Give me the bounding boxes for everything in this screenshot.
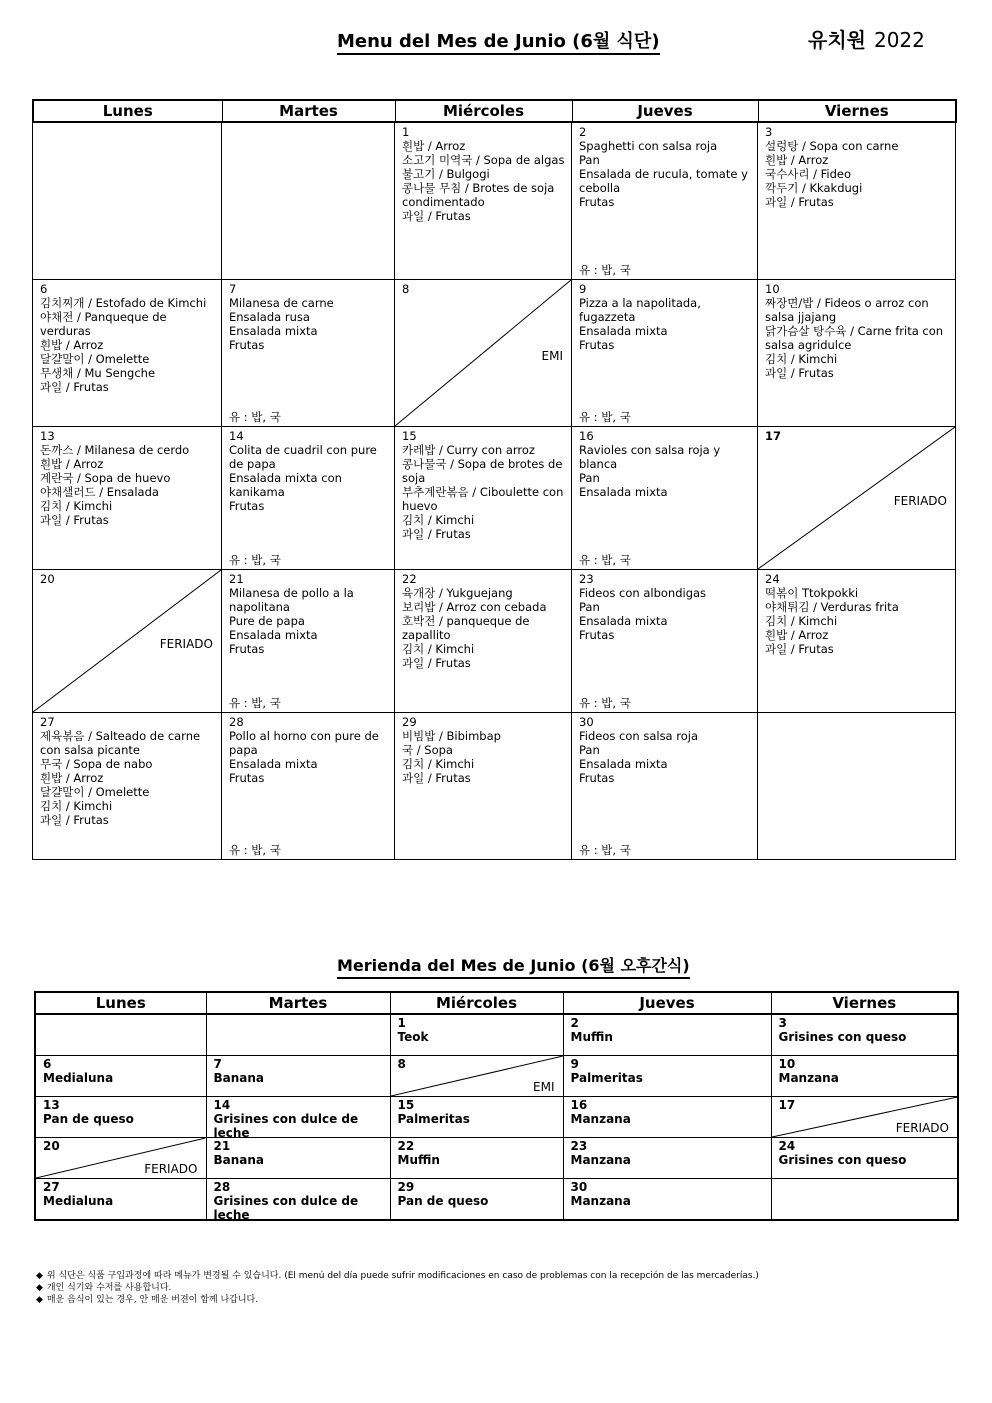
day-number: 15 — [397, 1098, 415, 1112]
day-number: 9 — [579, 282, 587, 296]
menu-day-cell — [572, 123, 758, 280]
menu-day-cell — [572, 280, 758, 427]
footer-note-text: 매운 음식이 있는 경우, 안 매운 버젼이 함께 나갑니다. — [46, 1295, 259, 1305]
menu-dish: 과일 / Frutas — [765, 642, 834, 656]
day-number: 20 — [40, 572, 55, 586]
snack-item: Manzana — [570, 1112, 631, 1126]
menu-day-cell — [395, 713, 572, 860]
menu-dish: Frutas — [229, 499, 265, 513]
menu-day-cell — [222, 713, 395, 860]
snack-day-cell — [206, 1056, 390, 1097]
snack-day-content — [571, 1098, 631, 1126]
snack-header-day: Lunes — [35, 992, 206, 1014]
menu-day-content — [40, 429, 217, 527]
day-number: 6 — [43, 1057, 52, 1071]
snack-day-cell — [771, 1097, 958, 1138]
menu-day-cell — [395, 427, 572, 570]
snack-day-content — [214, 1139, 265, 1167]
menu-dish: 김치 / Kimchi — [40, 799, 113, 813]
menu-dish: 콩나물 무침 / Brotes de soja condimentado — [402, 181, 555, 209]
snack-day-cell — [206, 1097, 390, 1138]
snack-day-cell — [771, 1014, 958, 1056]
menu-day-content — [402, 429, 567, 541]
snack-day-content — [571, 1057, 643, 1085]
snack-day-content — [43, 1057, 113, 1085]
snack-day-cell — [563, 1056, 771, 1097]
snack-day-cell — [35, 1097, 206, 1138]
snack-day-content — [398, 1057, 406, 1071]
menu-dish: Frutas — [229, 642, 265, 656]
snack-day-cell — [390, 1056, 563, 1097]
milk-note: 유 : 밥, 국 — [579, 843, 631, 857]
menu-dish: 과일 / Frutas — [765, 195, 834, 209]
footer-notes — [36, 1270, 759, 1306]
brand-name: 유치원 — [808, 28, 866, 52]
menu-day-content — [579, 715, 753, 785]
snack-header-day: Miércoles — [390, 992, 563, 1014]
day-number: 27 — [43, 1180, 60, 1194]
snack-day-content — [571, 1016, 613, 1044]
snack-item: Medialuna — [43, 1071, 114, 1085]
menu-dish: 설렁탕 / Sopa con carne — [765, 139, 899, 153]
snack-day-content — [214, 1057, 265, 1085]
menu-dish: Frutas — [229, 338, 265, 352]
day-status-note: FERIADO — [893, 494, 947, 508]
menu-day-cell — [572, 427, 758, 570]
menu-dish: 과일 / Frutas — [402, 527, 471, 541]
menu-dish: 흰밥 / Arroz — [765, 153, 829, 167]
snack-item: Medialuna — [43, 1194, 114, 1208]
snack-day-content — [43, 1139, 60, 1153]
day-status-note: EMI — [541, 349, 563, 363]
milk-note: 유 : 밥, 국 — [229, 696, 281, 710]
menu-dish: 닭가슴살 탕수육 / Carne frita con salsa agridulce — [765, 324, 944, 352]
snack-day-cell — [35, 1138, 206, 1179]
menu-dish: Pan — [579, 600, 600, 614]
snack-day-content — [779, 1139, 907, 1167]
menu-dish: 육개장 / Yukguejang — [402, 586, 513, 600]
snack-day-cell — [35, 1179, 206, 1221]
menu-week-row — [33, 570, 956, 713]
day-number: 14 — [213, 1098, 231, 1112]
menu-day-cell — [758, 123, 956, 280]
menu-day-cell — [33, 427, 222, 570]
day-number: 7 — [213, 1057, 222, 1071]
snack-day-cell — [563, 1179, 771, 1221]
snack-item: Grisines con queso — [778, 1153, 907, 1167]
menu-dish: 무생채 / Mu Sengche — [40, 366, 156, 380]
menu-day-cell — [222, 570, 395, 713]
day-number: 30 — [579, 715, 594, 729]
menu-dish: 과일 / Frutas — [40, 513, 109, 527]
milk-note: 유 : 밥, 국 — [579, 263, 631, 277]
menu-day-cell — [222, 427, 395, 570]
menu-dish: Ensalada mixta — [579, 324, 668, 338]
milk-note: 유 : 밥, 국 — [579, 410, 631, 424]
menu-dish: Colita de cuadril con pure de papa — [229, 443, 377, 471]
menu-dish: 과일 / Frutas — [402, 771, 471, 785]
menu-dish: 야채전 / Panqueque de verduras — [40, 310, 167, 338]
menu-day-cell — [395, 123, 572, 280]
snack-item: Muffin — [397, 1153, 440, 1167]
snack-day-cell — [390, 1179, 563, 1221]
menu-day-cell — [572, 713, 758, 860]
snack-title: Merienda del Mes de Junio (6월 오후간식) — [337, 955, 690, 979]
snack-week-row — [35, 1097, 958, 1138]
snack-day-content — [398, 1139, 440, 1167]
snack-day-content — [43, 1180, 113, 1208]
menu-dish: Spaghetti con salsa roja — [579, 139, 718, 153]
menu-dish: 과일 / Frutas — [765, 366, 834, 380]
menu-dish: Frutas — [579, 195, 615, 209]
menu-dish: 흰밥 / Arroz — [765, 628, 829, 642]
menu-day-cell — [395, 280, 572, 427]
menu-day-content — [579, 572, 753, 642]
day-status-note: FERIADO — [159, 637, 213, 651]
snack-day-cell — [206, 1138, 390, 1179]
day-number: 28 — [229, 715, 244, 729]
footer-note-text: 개인 식기와 수저를 사용합니다. — [46, 1283, 172, 1293]
menu-day-content — [765, 429, 951, 443]
menu-dish: Ensalada mixta — [579, 614, 668, 628]
menu-day-content — [402, 715, 567, 785]
day-status-note: FERIADO — [144, 1162, 198, 1176]
menu-day-content — [402, 125, 567, 223]
menu-dish: 계란국 / Sopa de huevo — [40, 471, 171, 485]
menu-dish: 김치 / Kimchi — [402, 757, 475, 771]
menu-dish: Fideos con albondigas — [579, 586, 707, 600]
menu-day-content — [765, 282, 951, 380]
day-number: 27 — [40, 715, 55, 729]
brand-year: 2022 — [873, 28, 925, 52]
menu-week-row — [33, 280, 956, 427]
menu-dish: 김치 / Kimchi — [765, 614, 838, 628]
menu-week-row — [33, 123, 956, 280]
snack-day-content — [779, 1098, 796, 1112]
menu-day-content — [229, 282, 390, 352]
day-number: 10 — [765, 282, 780, 296]
menu-dish: 짜장면/밥 / Fideos o arroz con salsa jjajang — [765, 296, 929, 324]
menu-dish: 불고기 / Bulgogi — [402, 167, 490, 181]
menu-dish: 과일 / Frutas — [40, 380, 109, 394]
day-number: 16 — [579, 429, 594, 443]
bullet-icon: ◆ — [36, 1271, 43, 1281]
snack-day-content — [214, 1098, 390, 1138]
menu-day-cell — [395, 570, 572, 713]
bullet-icon: ◆ — [36, 1295, 43, 1305]
menu-dish: Milanesa de pollo a la napolitana — [229, 586, 354, 614]
menu-dish: Pan — [579, 471, 600, 485]
menu-dish: 깍두기 / Kkakdugi — [765, 181, 863, 195]
menu-dish: 제육볶음 / Salteado de carne con salsa picante — [40, 729, 201, 757]
snack-item: Manzana — [570, 1153, 631, 1167]
day-number: 29 — [397, 1180, 415, 1194]
menu-dish: 과일 / Frutas — [40, 813, 109, 827]
day-number: 17 — [778, 1098, 796, 1112]
menu-day-content — [40, 572, 217, 586]
day-number: 22 — [397, 1139, 415, 1153]
menu-day-cell — [758, 280, 956, 427]
snack-day-content — [571, 1139, 631, 1167]
menu-dish: 김치 / Kimchi — [40, 499, 113, 513]
menu-day-cell — [758, 713, 956, 860]
day-number: 17 — [765, 429, 782, 443]
snack-item: Muffin — [570, 1030, 613, 1044]
day-number: 3 — [778, 1016, 787, 1030]
menu-dish: 김치 / Kimchi — [765, 352, 838, 366]
menu-dish: Fideos con salsa roja — [579, 729, 699, 743]
day-number: 24 — [778, 1139, 796, 1153]
snack-day-content — [571, 1180, 631, 1208]
menu-dish: 야채튀김 / Verduras frita — [765, 600, 899, 614]
menu-dish: 달걀말이 / Omelette — [40, 785, 150, 799]
snack-day-content — [43, 1098, 134, 1126]
snack-week-row — [35, 1138, 958, 1179]
snack-header-day: Martes — [206, 992, 390, 1014]
menu-dish: Pure de papa — [229, 614, 305, 628]
day-number: 21 — [229, 572, 244, 586]
menu-dish: 콩나물국 / Sopa de brotes de soja — [402, 457, 563, 485]
menu-dish: Ensalada rusa — [229, 310, 310, 324]
menu-week-row — [33, 713, 956, 860]
day-number: 21 — [213, 1139, 231, 1153]
menu-day-content — [765, 572, 951, 656]
snack-item: Palmeritas — [397, 1112, 470, 1126]
menu-dish: 달걀말이 / Omelette — [40, 352, 150, 366]
snack-week-row — [35, 1056, 958, 1097]
menu-dish: 과일 / Frutas — [402, 656, 471, 670]
menu-dish: Pizza a la napolitada, fugazzeta — [579, 296, 701, 324]
menu-title: Menu del Mes de Junio (6월 식단) — [337, 31, 660, 55]
snack-day-cell — [35, 1014, 206, 1056]
day-number: 13 — [43, 1098, 60, 1112]
menu-header-row — [32, 99, 957, 123]
menu-day-content — [402, 572, 567, 670]
menu-dish: Ensalada mixta — [229, 628, 318, 642]
menu-dish: Ensalada mixta — [229, 757, 318, 771]
menu-header-day: Lunes — [33, 100, 222, 122]
milk-note: 유 : 밥, 국 — [579, 696, 631, 710]
day-status-note: FERIADO — [895, 1121, 949, 1135]
menu-header-day: Miércoles — [395, 100, 572, 122]
menu-day-content — [579, 282, 753, 352]
menu-dish: Ravioles con salsa roja y blanca — [579, 443, 721, 471]
snack-day-cell — [563, 1097, 771, 1138]
snack-item: Manzana — [778, 1071, 839, 1085]
menu-dish: 야채샐러드 / Ensalada — [40, 485, 159, 499]
menu-dish: 흰밥 / Arroz — [40, 771, 104, 785]
menu-dish: Frutas — [579, 771, 615, 785]
menu-dish: 김치 / Kimchi — [402, 513, 475, 527]
menu-dish: Pollo al horno con pure de papa — [229, 729, 379, 757]
menu-dish: Ensalada mixta con kanikama — [229, 471, 342, 499]
footer-note — [36, 1294, 759, 1306]
menu-calendar — [32, 122, 956, 860]
menu-dish: 국수사리 / Fideo — [765, 167, 852, 181]
day-number: 15 — [402, 429, 417, 443]
footer-note — [36, 1282, 759, 1294]
menu-dish: 보리밥 / Arroz con cebada — [402, 600, 547, 614]
menu-dish: Ensalada de rucula, tomate y cebolla — [579, 167, 748, 195]
menu-day-content — [765, 125, 951, 209]
snack-day-cell — [771, 1138, 958, 1179]
menu-dish: 떡볶이 Ttokpokki — [765, 586, 859, 600]
day-number: 20 — [43, 1139, 60, 1153]
day-number: 1 — [402, 125, 410, 139]
snack-day-cell — [771, 1179, 958, 1221]
snack-item: Palmeritas — [570, 1071, 643, 1085]
menu-day-cell — [33, 123, 222, 280]
menu-dish: 흰밥 / Arroz — [40, 457, 104, 471]
snack-item: Teok — [397, 1030, 429, 1044]
menu-day-content — [579, 125, 753, 209]
snack-item: Grisines con queso — [778, 1030, 907, 1044]
kindergarten-brand — [808, 24, 925, 53]
menu-dish: Pan — [579, 153, 600, 167]
menu-dish: Ensalada mixta — [579, 757, 668, 771]
menu-dish: 흰밥 / Arroz — [402, 139, 466, 153]
menu-header-day: Martes — [222, 100, 395, 122]
menu-dish: 소고기 미역국 / Sopa de algas — [402, 153, 565, 167]
day-number: 23 — [570, 1139, 588, 1153]
snack-calendar — [34, 1013, 959, 1221]
bullet-icon: ◆ — [36, 1283, 43, 1293]
day-number: 30 — [570, 1180, 588, 1194]
menu-dish: 김치 / Kimchi — [402, 642, 475, 656]
menu-dish: Frutas — [229, 771, 265, 785]
milk-note: 유 : 밥, 국 — [579, 553, 631, 567]
menu-header-day: Jueves — [572, 100, 758, 122]
day-number: 24 — [765, 572, 780, 586]
menu-dish: 부추계란볶음 / Ciboulette con huevo — [402, 485, 564, 513]
menu-dish: Ensalada mixta — [229, 324, 318, 338]
snack-item: Grisines con dulce de leche — [213, 1112, 359, 1138]
snack-day-cell — [563, 1138, 771, 1179]
menu-dish: Ensalada mixta — [579, 485, 668, 499]
menu-day-content — [40, 282, 217, 394]
snack-item: Banana — [213, 1153, 265, 1167]
day-number: 2 — [570, 1016, 579, 1030]
day-number: 23 — [579, 572, 594, 586]
menu-dish: 김치찌개 / Estofado de Kimchi — [40, 296, 207, 310]
day-number: 8 — [402, 282, 410, 296]
menu-day-content — [40, 715, 217, 827]
menu-day-content — [402, 282, 567, 296]
menu-dish: 과일 / Frutas — [402, 209, 471, 223]
footer-note — [36, 1270, 759, 1282]
snack-day-cell — [771, 1056, 958, 1097]
snack-day-cell — [390, 1138, 563, 1179]
menu-dish: Frutas — [579, 338, 615, 352]
menu-dish: 무국 / Sopa de nabo — [40, 757, 153, 771]
snack-day-content — [779, 1016, 907, 1044]
menu-dish: 돈까스 / Milanesa de cerdo — [40, 443, 190, 457]
menu-day-content — [229, 715, 390, 785]
snack-week-row — [35, 1014, 958, 1056]
menu-dish: Frutas — [579, 628, 615, 642]
snack-day-cell — [390, 1014, 563, 1056]
day-number: 2 — [579, 125, 587, 139]
day-number: 28 — [213, 1180, 231, 1194]
snack-item: Pan de queso — [397, 1194, 489, 1208]
snack-day-cell — [206, 1179, 390, 1221]
day-number: 9 — [570, 1057, 579, 1071]
snack-header-day: Viernes — [771, 992, 958, 1014]
snack-day-content — [398, 1016, 429, 1044]
menu-day-content — [229, 429, 390, 513]
menu-day-cell — [222, 123, 395, 280]
snack-item: Pan de queso — [43, 1112, 134, 1126]
snack-item: Banana — [213, 1071, 265, 1085]
menu-dish: 비빔밥 / Bibimbap — [402, 729, 501, 743]
snack-item: Manzana — [570, 1194, 631, 1208]
menu-day-cell — [758, 427, 956, 570]
menu-day-cell — [758, 570, 956, 713]
day-number: 6 — [40, 282, 48, 296]
menu-dish: 국 / Sopa — [402, 743, 453, 757]
milk-note: 유 : 밥, 국 — [229, 410, 281, 424]
day-number: 1 — [397, 1016, 406, 1030]
menu-header-day: Viernes — [758, 100, 956, 122]
snack-week-row — [35, 1179, 958, 1221]
menu-day-cell — [572, 570, 758, 713]
snack-day-cell — [206, 1014, 390, 1056]
footer-note-text: 위 식단은 식품 구입과정에 따라 메뉴가 변경될 수 있습니다. (El menú del día puede sufrir modificaciones en caso de problemas con la recepción de las mercaderías.) — [46, 1271, 759, 1281]
menu-dish: 흰밥 / Arroz — [40, 338, 104, 352]
day-number: 16 — [570, 1098, 588, 1112]
day-number: 13 — [40, 429, 55, 443]
snack-header-day: Jueves — [563, 992, 771, 1014]
snack-day-content — [398, 1180, 489, 1208]
day-number: 8 — [397, 1057, 406, 1071]
milk-note: 유 : 밥, 국 — [229, 553, 281, 567]
menu-dish: Pan — [579, 743, 600, 757]
menu-week-row — [33, 427, 956, 570]
milk-note: 유 : 밥, 국 — [229, 843, 281, 857]
day-number: 3 — [765, 125, 773, 139]
menu-dish: Milanesa de carne — [229, 296, 334, 310]
day-number: 14 — [229, 429, 244, 443]
menu-dish: 호박전 / panqueque de zapallito — [402, 614, 530, 642]
day-number: 29 — [402, 715, 417, 729]
day-number: 10 — [778, 1057, 796, 1071]
day-number: 7 — [229, 282, 237, 296]
snack-day-content — [214, 1180, 390, 1220]
snack-day-content — [779, 1057, 839, 1085]
menu-day-cell — [33, 570, 222, 713]
menu-day-content — [229, 572, 390, 656]
snack-day-cell — [563, 1014, 771, 1056]
snack-day-content — [398, 1098, 470, 1126]
menu-day-cell — [33, 713, 222, 860]
snack-header-row — [34, 991, 959, 1014]
menu-day-content — [579, 429, 753, 499]
day-status-note: EMI — [533, 1080, 555, 1094]
snack-item: Grisines con dulce de leche — [213, 1194, 359, 1220]
snack-day-cell — [35, 1056, 206, 1097]
snack-day-cell — [390, 1097, 563, 1138]
menu-dish: 카레밥 / Curry con arroz — [402, 443, 535, 457]
menu-day-cell — [222, 280, 395, 427]
day-number: 22 — [402, 572, 417, 586]
menu-day-cell — [33, 280, 222, 427]
